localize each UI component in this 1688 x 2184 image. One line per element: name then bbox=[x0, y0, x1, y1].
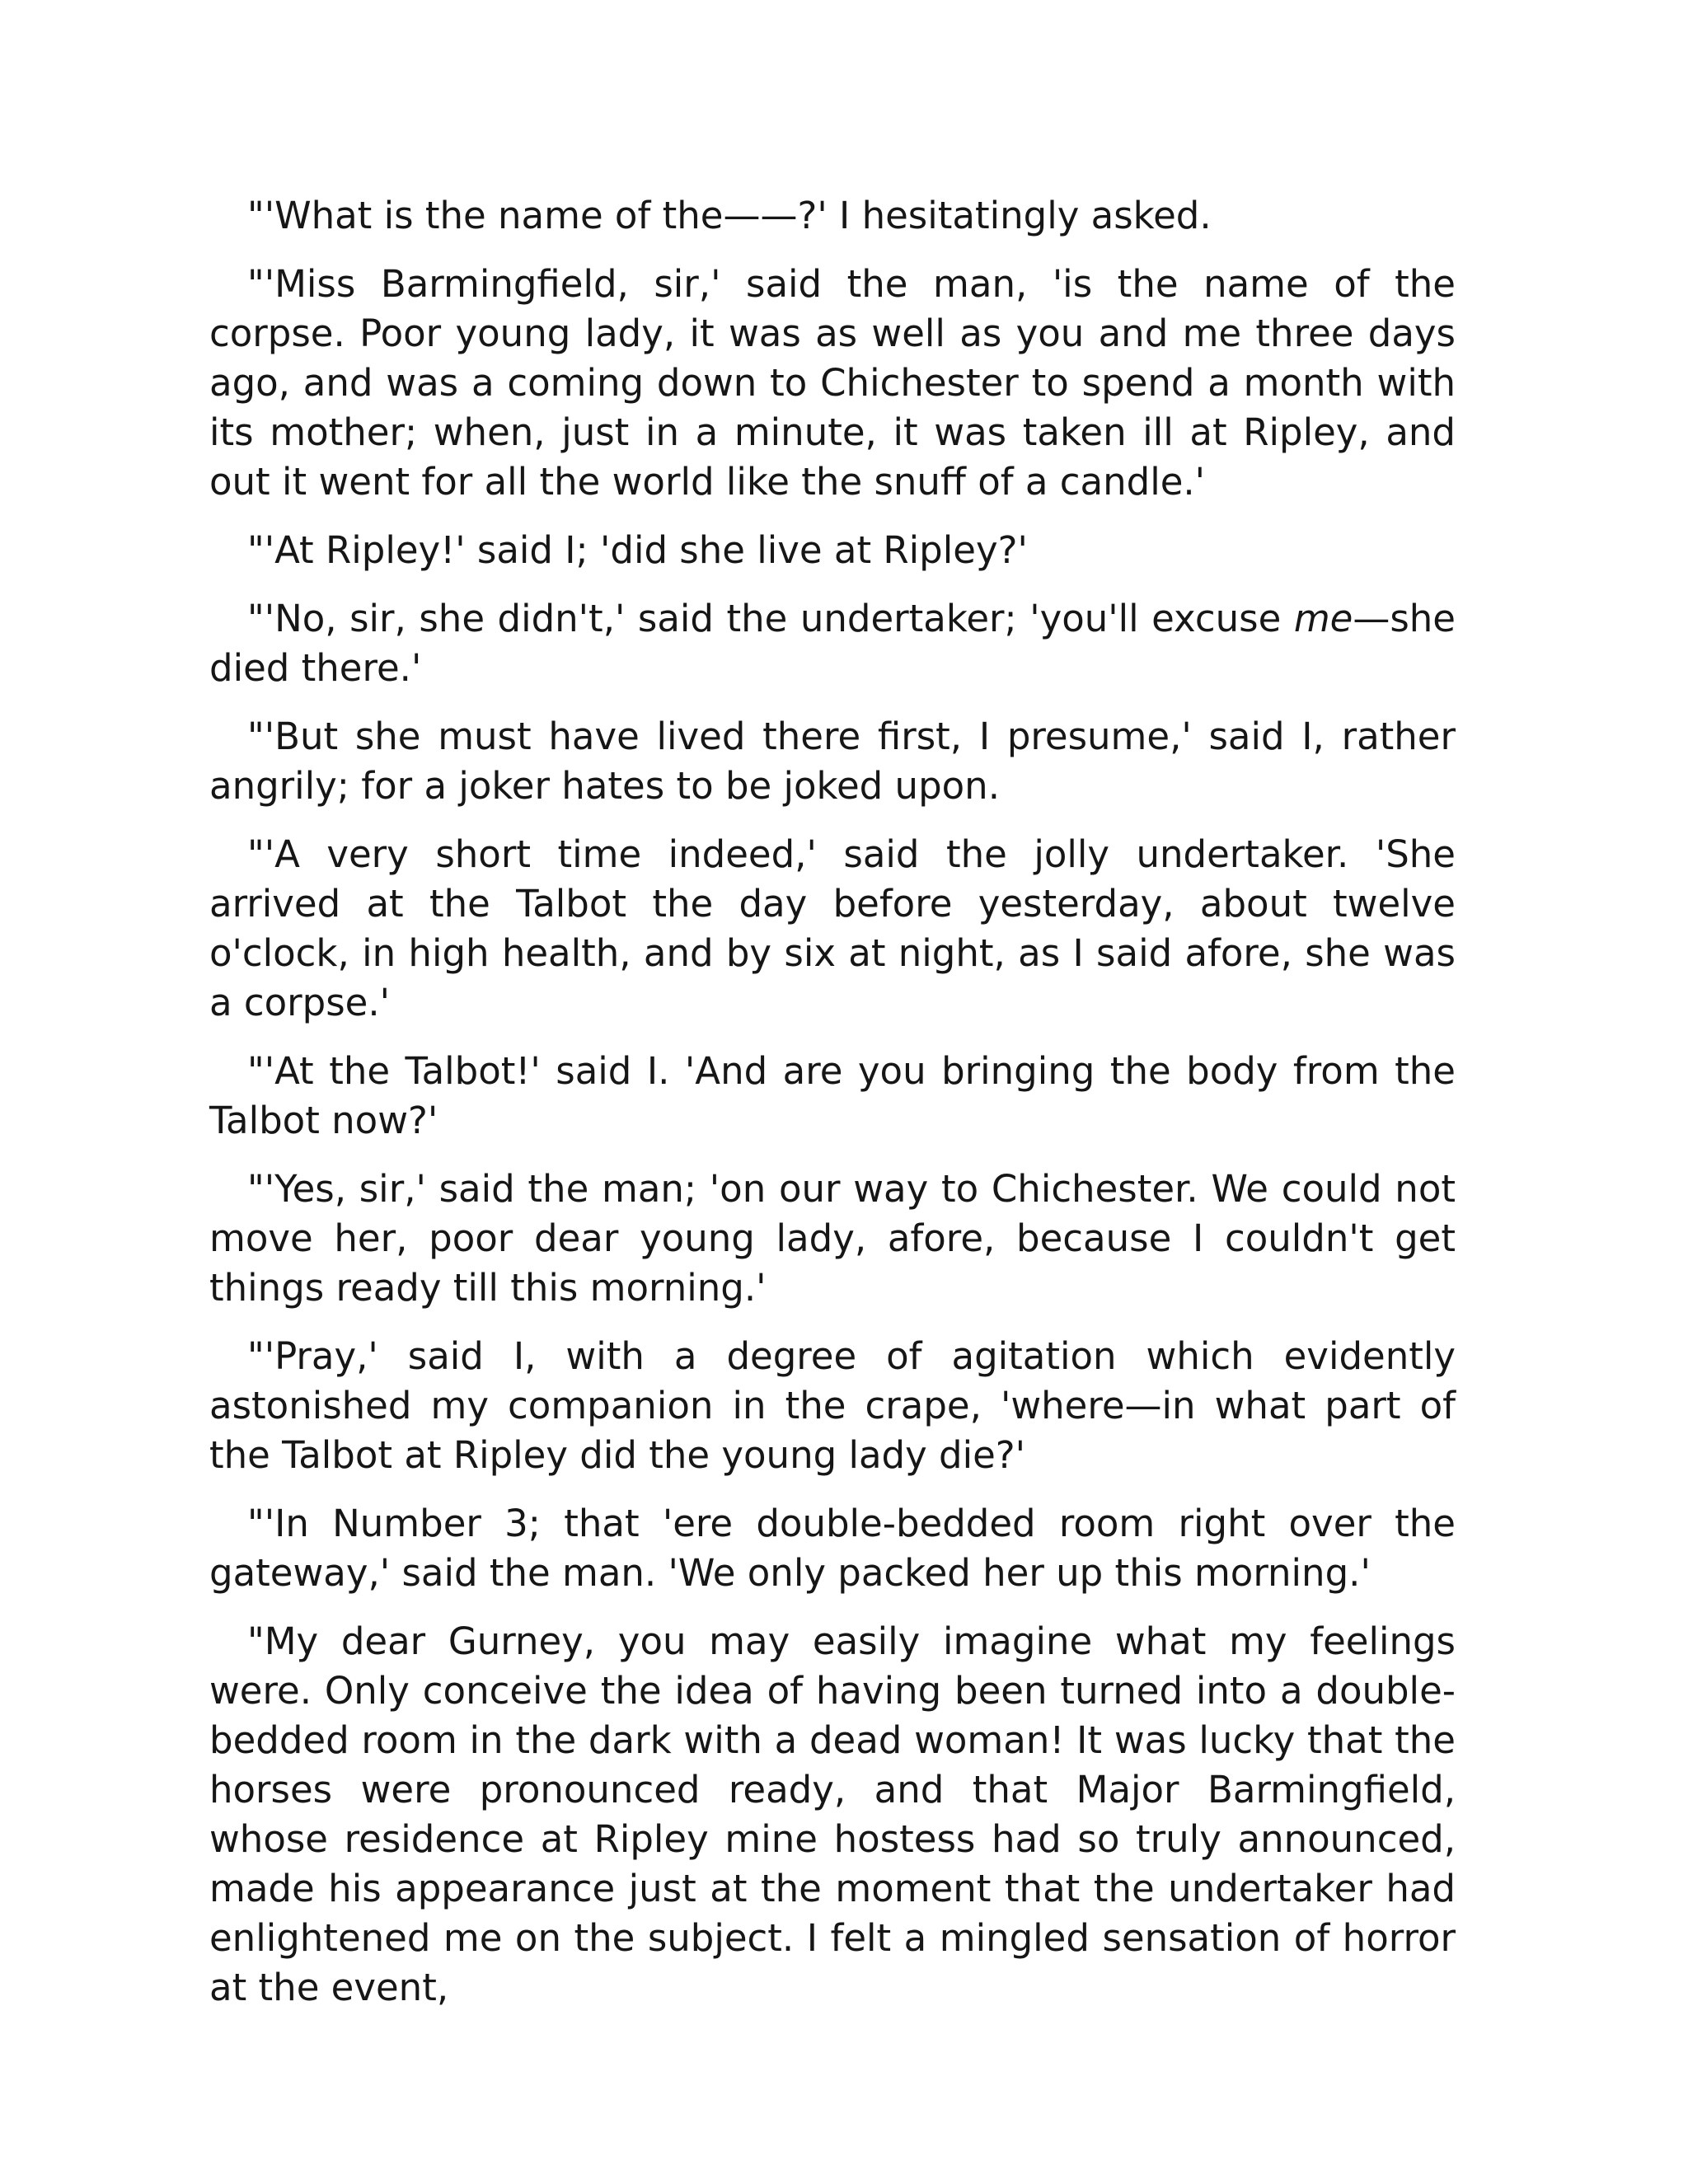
paragraph: "'But she must have lived there first, I presume,' said I, rather angrily; for a joker hates to be joked upon. bbox=[209, 715, 1456, 808]
emphasis-text: me bbox=[1293, 597, 1353, 640]
paragraph: "My dear Gurney, you may easily imagine what my feelings were. Only conceive the idea of having been turned into a double-bedded room in the dark with a dead woman! It was lucky that the horses were pronounced ready, and that Major Barmingfield, whose residence at Ripley mine hostess had so truly announced, made his appearance just at the moment that the undertaker had enlightened me on the subject. I felt a mingled sensation of horror at the event, bbox=[209, 1619, 1456, 2009]
book-page bbox=[209, 191, 1456, 2032]
paragraph: "'At Ripley!' said I; 'did she live at Ripley?' bbox=[247, 528, 1028, 572]
paragraph: "'What is the name of the——?' I hesitatingly asked. bbox=[247, 194, 1212, 237]
paragraph: "'Yes, sir,' said the man; 'on our way to Chichester. We could not move her, poor dear young lady, afore, because I couldn't get things ready till this morning.' bbox=[209, 1167, 1456, 1310]
paragraph bbox=[209, 594, 1456, 693]
paragraph: "'At the Talbot!' said I. 'And are you bringing the body from the Talbot now?' bbox=[209, 1049, 1456, 1142]
paragraph-text: —she died there.' bbox=[209, 597, 1456, 690]
paragraph: "'A very short time indeed,' said the jolly undertaker. 'She arrived at the Talbot the day before yesterday, about twelve o'clock, in high health, and by six at night, as I said afore, she was a corpse.' bbox=[209, 832, 1456, 1024]
paragraph: "'In Number 3; that 'ere double-bedded room right over the gateway,' said the man. 'We only packed her up this morning.' bbox=[209, 1502, 1456, 1595]
paragraph: "'Pray,' said I, with a degree of agitation which evidently astonished my companion in the crape, 'where—in what part of the Talbot at Ripley did the young lady die?' bbox=[209, 1334, 1456, 1477]
paragraph-text: "'No, sir, she didn't,' said the undertaker; 'you'll excuse bbox=[247, 597, 1294, 640]
paragraph: "'Miss Barmingfield, sir,' said the man, 'is the name of the corpse. Poor young lady, it was as well as you and me three days ago, and was a coming down to Chichester to spend a month with its mother; when, just in a minute, it was taken ill at Ripley, and out it went for all the world like the snuff of a candle.' bbox=[209, 262, 1456, 504]
